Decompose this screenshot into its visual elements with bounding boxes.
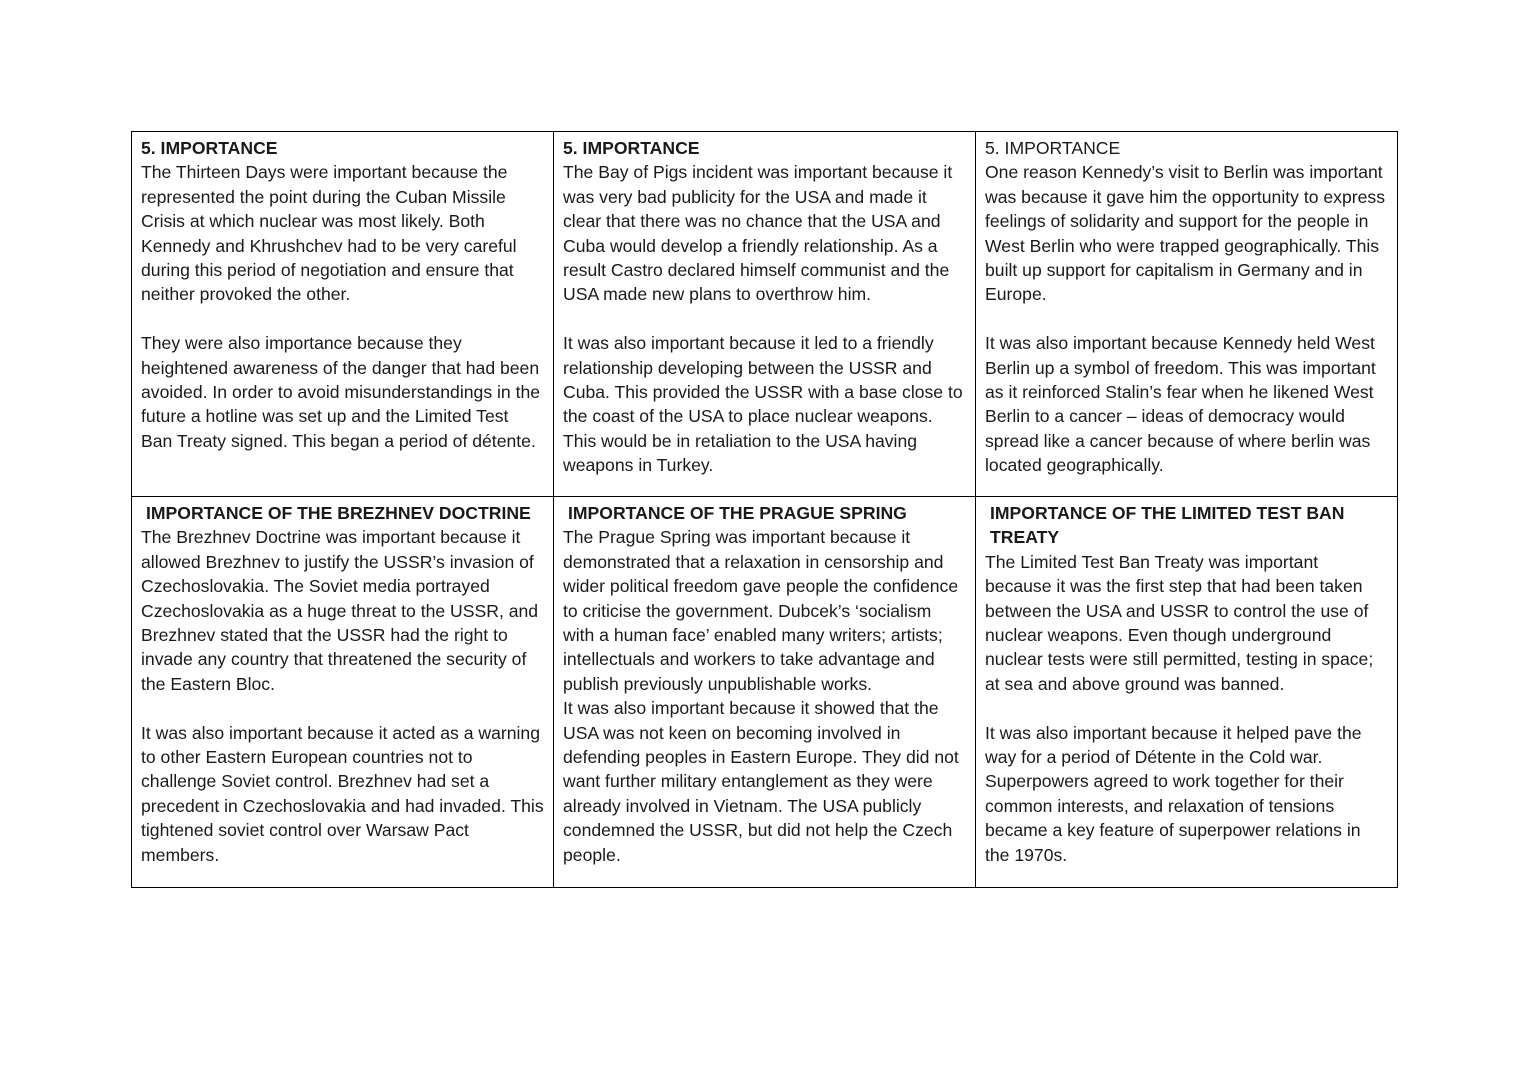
cell-test-ban-treaty — [976, 497, 1398, 888]
cell-kennedy-berlin — [976, 132, 1398, 497]
cell-heading: IMPORTANCE OF THE BREZHNEV DOCTRINE — [146, 503, 531, 523]
cell-paragraph: They were also importance because they heightened awareness of the danger that had been avoided. In order to avoid misunderstandings in the future a hotline was set up and the Limited Test Ban Treaty signed. This began a period of détente. — [141, 333, 541, 451]
cell-paragraph: The Limited Test Ban Treaty was important because it was the first step that had been taken between the USA and USSR to control the use of nuclear weapons. Even though underground nuclear tests were still permitted, testing in space; at sea and above ground was banned. — [985, 551, 1374, 694]
cell-paragraph: The Bay of Pigs incident was important because it was very bad publicity for the USA and made it clear that there was no chance that the USA and Cuba would develop a friendly relationship. As a result Castro declared himself communist and the USA made new plans to overthrow him. — [563, 162, 953, 305]
cell-heading: 5. IMPORTANCE — [563, 138, 700, 158]
cell-paragraph: It was also important because it acted as a warning to other Eastern European countries not to challenge Soviet control. Brezhnev had set a precedent in Czechoslovakia and had invaded. This tightened soviet control over Warsaw Pact members. — [141, 722, 544, 865]
cell-brezhnev-doctrine — [132, 497, 554, 888]
cell-paragraph: One reason Kennedy’s visit to Berlin was important was because it gave him the opportunity to express feelings of solidarity and support for the people in West Berlin who were trapped geographically. This built up support for capitalism in Germany and in Europe. — [985, 162, 1385, 305]
cell-prague-spring — [554, 497, 976, 888]
cell-bay-of-pigs — [554, 132, 976, 497]
cell-paragraph: The Prague Spring was important because it demonstrated that a relaxation in censorship and wider political freedom gave people the confidence to criticise the government. Dubcek’s ‘socialism with a human face’ enabled many writers; artists; intellectuals and workers to take advantage and publish previously unpublishable works. — [563, 527, 959, 694]
cell-paragraph: The Thirteen Days were important because the represented the point during the Cuban Missile Crisis at which nuclear was most likely. Both Kennedy and Khrushchev had to be very careful during this period of negotiation and ensure that neither provoked the other. — [141, 162, 517, 305]
cell-paragraph: The Brezhnev Doctrine was important because it allowed Brezhnev to justify the USSR’s invasion of Czechoslovakia. The Soviet media portrayed Czechoslovakia as a huge threat to the USSR, and Brezhnev stated that the USSR had the right to invade any country that threatened the security of the Eastern Bloc. — [141, 527, 539, 694]
importance-table — [131, 131, 1398, 888]
cell-paragraph: It was also important because it showed that the USA was not keen on becoming involved in defending peoples in Eastern Europe. They did not want further military entanglement as they were already involved in Vietnam. The USA publicly condemned the USSR, but did not help the Czech people. — [563, 698, 959, 865]
cell-paragraph: It was also important because it led to a friendly relationship developing between the USSR and Cuba. This provided the USSR with a base close to the coast of the USA to place nuclear weapons. This would be in retaliation to the USA having weapons in Turkey. — [563, 333, 963, 476]
cell-paragraph: It was also important because Kennedy held West Berlin up a symbol of freedom. This was important as it reinforced Stalin’s fear when he likened West Berlin to a cancer – ideas of democracy would spread like a cancer because of where berlin was located geographically. — [985, 333, 1376, 476]
cell-heading: 5. IMPORTANCE — [985, 138, 1121, 158]
cell-thirteen-days — [132, 132, 554, 497]
cell-paragraph: It was also important because it helped pave the way for a period of Détente in the Cold war. Superpowers agreed to work together for their common interests, and relaxation of tensions became a key feature of superpower relations in the 1970s. — [985, 722, 1362, 865]
cell-heading: 5. IMPORTANCE — [141, 138, 278, 158]
table-row — [132, 497, 1398, 888]
cell-heading: IMPORTANCE OF THE LIMITED TEST BAN TREATY — [990, 503, 1345, 548]
table-row — [132, 132, 1398, 497]
cell-heading: IMPORTANCE OF THE PRAGUE SPRING — [568, 503, 907, 523]
